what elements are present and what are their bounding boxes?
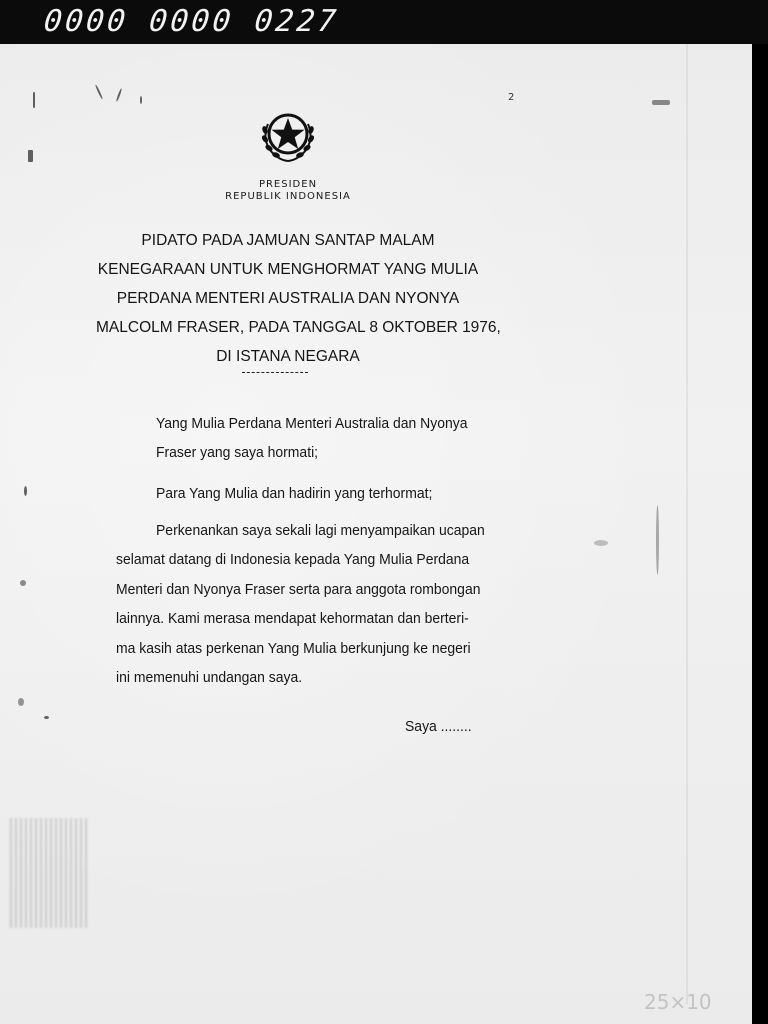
scan-speck [44,716,49,719]
title-line: DI ISTANA NEGARA [216,348,360,365]
salutation-line: Fraser yang saya hormati; [156,444,319,461]
frame-counter: 0000 0000 0227 [42,4,341,39]
paragraph-line: ini memenuhi undangan saya. [116,669,303,686]
salutation-line: Para Yang Mulia dan hadirin yang terhormat; [156,485,433,502]
page-fold-line [686,44,688,1004]
scan-speck [140,96,142,104]
scan-smudge [10,818,90,928]
page-number: 2 [508,92,515,103]
scan-speck [33,92,35,108]
title-line: PIDATO PADA JAMUAN SANTAP MALAM [141,232,435,249]
scan-speck [656,505,659,575]
title-divider [242,372,308,373]
salutation-line: Yang Mulia Perdana Menteri Australia dan Nyonya [156,415,468,432]
scan-speck [652,100,670,105]
star-wreath-emblem-icon [256,104,320,168]
scan-speck [20,580,26,586]
scan-speck [24,486,27,496]
paragraph-line: Perkenankan saya sekali lagi menyampaikan ucapan [156,522,485,539]
speech-title [96,226,501,371]
paragraph-line: lainnya. Kami merasa mendapat kehormatan dan berteri- [116,610,469,627]
frame-counter-bar [0,0,768,44]
paragraph-line: ma kasih atas perkenan Yang Mulia berkunjung ke negeri [116,640,471,657]
scan-speck [18,698,24,706]
title-line: KENEGARAAN UNTUK MENGHORMAT YANG MULIA [97,261,479,278]
paragraph-line: Menteri dan Nyonya Fraser serta para anggota rombongan [116,581,481,598]
letterhead-line-2: REPUBLIK INDONESIA [225,191,351,202]
film-reduction-mark: 25×10 [644,990,712,1014]
title-line: MALCOLM FRASER, PADA TANGGAL 8 OKTOBER 1976, [96,319,501,336]
title-line: PERDANA MENTERI AUSTRALIA DAN NYONYA [116,290,460,307]
scan-speck [28,150,33,162]
scan-speck [594,540,608,546]
paragraph-line: selamat datang di Indonesia kepada Yang Mulia Perdana [116,551,470,568]
letterhead-line-1: PRESIDEN [258,179,318,190]
continuation-catchword: Saya ........ [405,718,472,735]
